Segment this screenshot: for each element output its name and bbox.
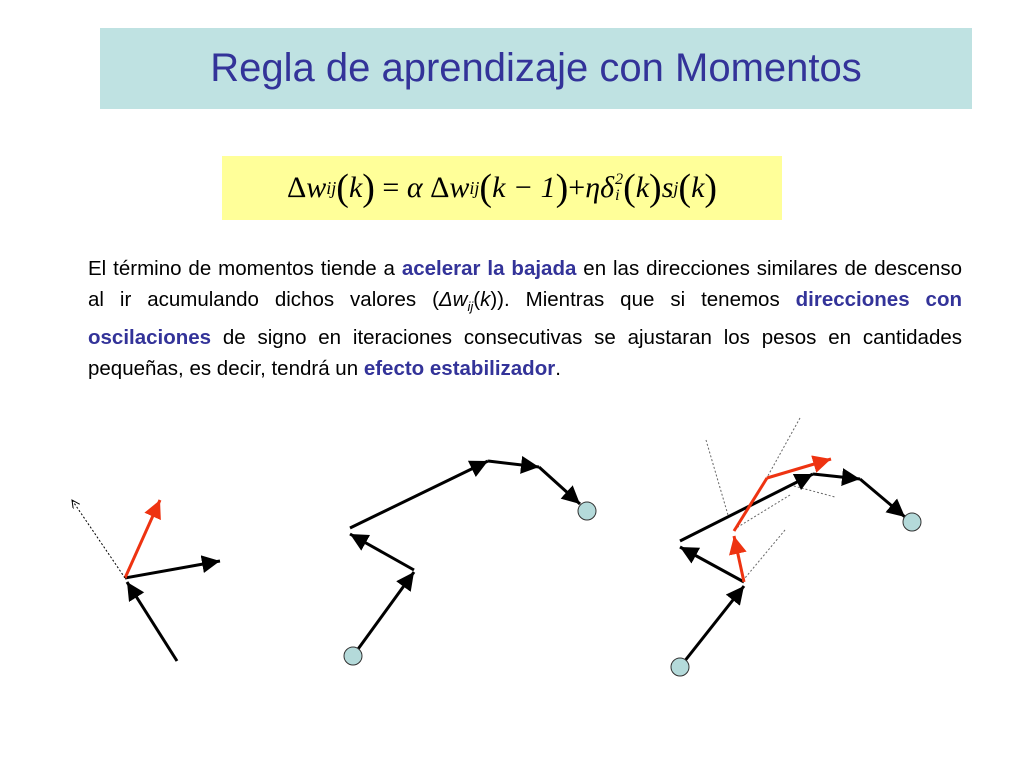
- para-text: El término de momentos tiende a: [88, 257, 402, 280]
- diagram-vector-sum: [72, 500, 220, 661]
- formula-k: k: [348, 171, 363, 204]
- red-vector: [734, 536, 744, 582]
- formula-k: k: [691, 171, 705, 204]
- para-text: (: [473, 288, 481, 311]
- formula-w: w: [306, 171, 327, 204]
- highlight-direcciones: direcciones con oscilaciones: [88, 288, 962, 350]
- dotted-vector: [72, 500, 125, 578]
- goal-node: [903, 513, 921, 531]
- formula-j: j: [673, 177, 679, 198]
- paren: (: [623, 167, 636, 209]
- dotted-guide: [706, 440, 728, 515]
- para-text: )). Mientras que si tenemos: [490, 288, 796, 311]
- diagram-path-no-momentum: [344, 461, 596, 665]
- formula-equals: =: [382, 171, 400, 204]
- start-node: [344, 647, 362, 665]
- black-vector: [813, 474, 860, 479]
- formula-delta: Δ: [286, 171, 307, 204]
- paren: (: [678, 167, 692, 209]
- formula-ij: ij: [326, 177, 337, 198]
- paren: ): [649, 167, 662, 209]
- para-k: k: [480, 288, 491, 311]
- formula-delta: Δ: [430, 171, 450, 204]
- formula-k: k: [635, 171, 650, 204]
- black-vector: [125, 561, 220, 578]
- red-vector: [734, 478, 767, 531]
- diagram-path-with-momentum: [671, 418, 921, 676]
- start-node: [671, 658, 689, 676]
- black-vector: [860, 479, 905, 517]
- formula-w: w: [449, 171, 470, 204]
- paren: ): [704, 167, 718, 209]
- formula-sq: 2: [615, 171, 624, 188]
- formula-plus: +: [568, 171, 586, 204]
- paren: ): [555, 167, 569, 209]
- goal-node: [578, 502, 596, 520]
- formula-delta-small: δ: [600, 171, 615, 204]
- red-vector: [125, 500, 160, 578]
- slide-title: Regla de aprendizaje con Momentos: [210, 46, 862, 90]
- formula-alpha: α: [406, 171, 423, 204]
- formula-i: i: [615, 187, 620, 204]
- paren: (: [479, 167, 493, 209]
- black-vector: [680, 474, 813, 541]
- highlight-estabilizador: efecto estabilizador: [363, 357, 556, 381]
- highlight-acelerar: acelerar la bajada: [401, 257, 577, 280]
- black-vector: [539, 467, 580, 504]
- para-text: en las direcciones similares de descenso al ir acumulando dichos valores (: [88, 257, 962, 311]
- black-vector: [127, 582, 177, 661]
- black-vector: [680, 547, 744, 582]
- formula-k-minus-1: k − 1: [492, 171, 556, 204]
- formula-ij: ij: [469, 177, 480, 198]
- black-vector: [350, 534, 414, 570]
- black-vector: [680, 586, 744, 667]
- dotted-guide: [790, 485, 835, 497]
- para-text: .: [555, 357, 561, 381]
- paren: (: [336, 167, 349, 209]
- black-vector: [353, 572, 414, 656]
- para-text: de signo en iteraciones consecutivas se ajustaran los pesos en cantidades pequeñas, es decir, tendrá un: [88, 326, 962, 381]
- dotted-guide: [745, 530, 785, 578]
- black-vector: [350, 461, 488, 528]
- formula-s: s: [661, 171, 674, 204]
- paren: ): [362, 167, 375, 209]
- para-dw: Δw: [438, 288, 468, 311]
- para-ij: ij: [467, 299, 474, 315]
- formula-eta: η: [585, 171, 601, 204]
- black-vector: [488, 461, 539, 467]
